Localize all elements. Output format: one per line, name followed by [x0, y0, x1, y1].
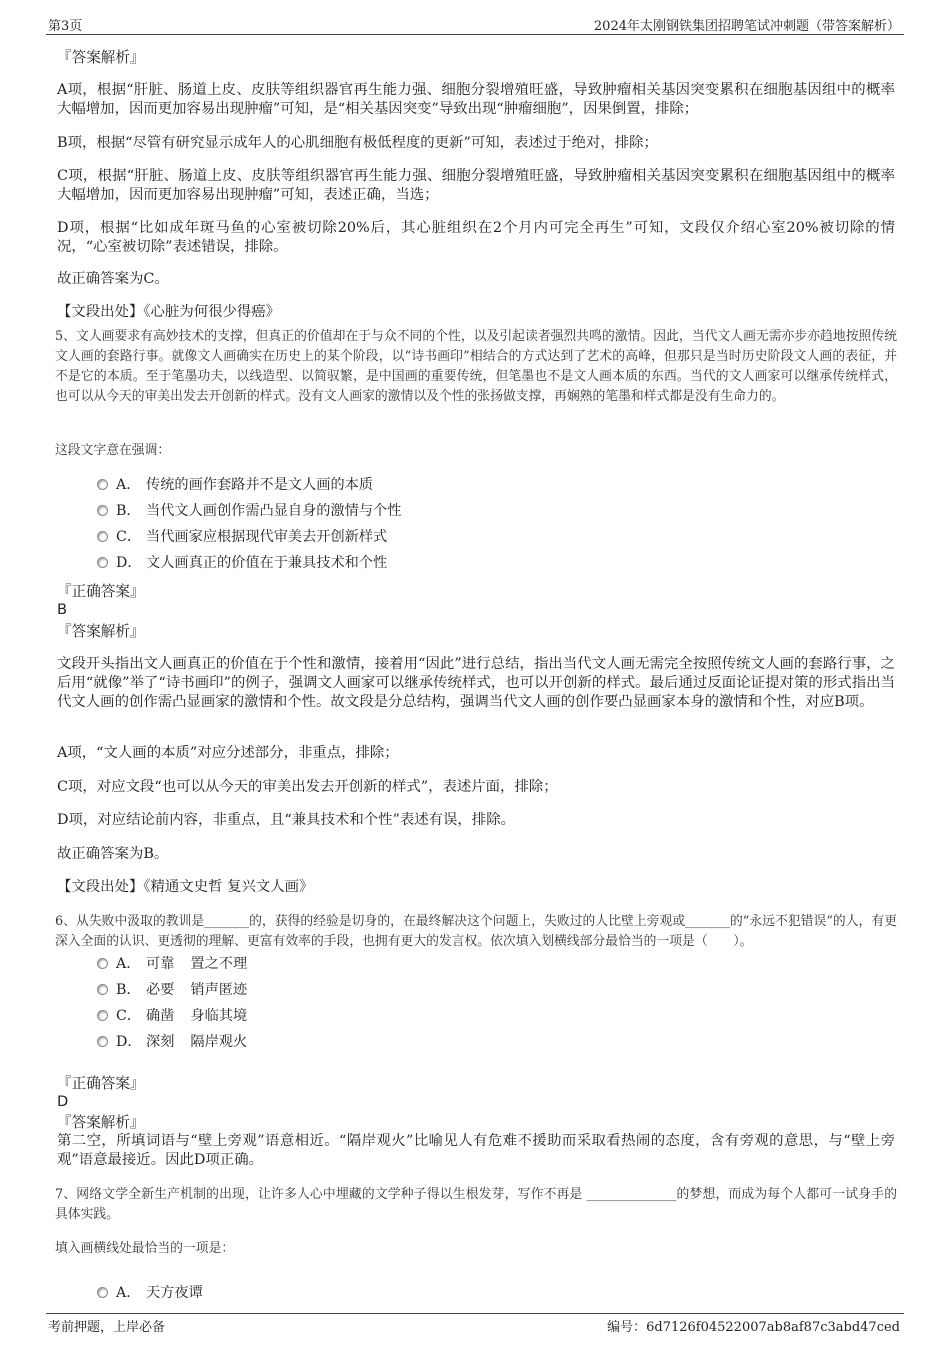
q6-option-d[interactable] [97, 1032, 247, 1052]
q5-analysis-d: D项，对应结论前内容，非重点，且“兼具技术和个性”表述有误，排除。 [57, 812, 515, 828]
radio-button[interactable] [97, 531, 108, 542]
option-text: 文人画真正的价值在于兼具技术和个性 [146, 555, 388, 571]
page-footer [46, 1313, 904, 1334]
q5-conclusion: 故正确答案为B。 [57, 846, 169, 862]
q4-analysis-label: 『答案解析』 [57, 49, 145, 66]
q5-option-b[interactable] [97, 501, 401, 521]
option-letter: B． [116, 982, 141, 998]
document-id: 编号：6d7126f04522007ab8af87c3abd47ced [607, 1320, 900, 1335]
q5-analysis-c: C项，对应文段“也可以从今天的审美出发去开创新的样式”，表述片面，排除； [57, 779, 558, 795]
radio-button[interactable] [97, 557, 108, 568]
q4-analysis-d: D项，根据“比如成年斑马鱼的心室被切除20%后，其心脏组织在2个月内可完全再生”可知，文段仅介绍心室20%被切除的情况，“心室被切除”表述错误，排除。 [57, 220, 895, 255]
option-word-1: 确凿 [146, 1008, 175, 1024]
q5-option-a[interactable] [97, 475, 373, 495]
page-number: 第3页 [48, 19, 83, 34]
option-text: 当代文人画创作需凸显自身的激情与个性 [146, 503, 402, 519]
option-text: 当代画家应根据现代审美去开创新样式 [146, 529, 388, 545]
q6-option-c[interactable] [97, 1006, 247, 1026]
radio-button[interactable] [97, 1010, 108, 1021]
option-word-2: 销声匿迹 [190, 982, 248, 998]
option-text: 传统的画作套路并不是文人画的本质 [146, 477, 374, 493]
q6-analysis-label: 『答案解析』 [57, 1114, 145, 1131]
radio-button[interactable] [97, 984, 108, 995]
q4-analysis-b: B项，根据“尽管有研究显示成年人的心肌细胞有极低程度的更新”可知，表述过于绝对，排除； [57, 135, 658, 151]
q5-answer: B [57, 601, 68, 618]
q6-option-b[interactable] [97, 980, 247, 1000]
footer-slogan: 考前押题，上岸必备 [48, 1320, 166, 1335]
q5-answer-label: 『正确答案』 [57, 583, 145, 600]
q4-analysis-c: C项，根据“肝脏、肠道上皮、皮肤等组织器官再生能力强、细胞分裂增殖旺盛，导致肿瘤相关基因突变累积在细胞基因组中的概率大幅增加，因而更加容易出现肿瘤”可知，表述正确，当选； [57, 168, 895, 203]
q7-option-a[interactable] [97, 1283, 203, 1303]
option-letter: C． [116, 1008, 142, 1024]
option-word-1: 可靠 [146, 956, 175, 972]
q5-analysis: 文段开头指出文人画真正的价值在于个性和激情，接着用“因此”进行总结，指出当代文人画无需完全按照传统文人画的套路行事，之后用“就像”举了“诗书画印”的例子，强调文人画家可以继承传统样式，也可以开创新的样式。最后通过反面论证提对策的形式指出当代文人画的创作需凸显画家的激情和个性。故文段是分总结构，强调当代文人画的创作要凸显画家本身的激情和个性，对应B项。 [57, 656, 895, 710]
option-word-2: 置之不理 [190, 956, 248, 972]
option-letter: D． [116, 1034, 142, 1050]
option-word-1: 必要 [146, 982, 175, 998]
q6-analysis: 第二空，所填词语与“壁上旁观”语意相近。“隔岸观火”比喻见人有危难不援助而采取看热闹的态度，含有旁观的意思，与“壁上旁观”语意最接近。因此D项正确。 [57, 1133, 895, 1168]
radio-button[interactable] [97, 479, 108, 490]
q6-option-a[interactable] [97, 954, 247, 974]
page-header [46, 14, 904, 35]
q5-option-d[interactable] [97, 553, 387, 573]
option-word-1: 深刻 [146, 1034, 175, 1050]
option-letter: D． [116, 555, 142, 571]
option-text: 天方夜谭 [146, 1285, 203, 1301]
option-word-2: 身临其境 [190, 1008, 248, 1024]
option-letter: A． [116, 1285, 141, 1301]
radio-button[interactable] [97, 958, 108, 969]
q4-analysis-a: A项，根据“肝脏、肠道上皮、皮肤等组织器官再生能力强、细胞分裂增殖旺盛，导致肿瘤相关基因突变累积在细胞基因组中的概率大幅增加，因而更加容易出现肿瘤”可知，是“相关基因突变”导致出现“肿瘤细胞”，因果倒置，排除； [57, 82, 895, 117]
q7-stem: 7、网络文学全新生产机制的出现，让许多人心中埋藏的文学种子得以生根发芽，写作不再是 ______________的梦想，而成为每个人都可一试身手的具体实践。 [55, 1187, 897, 1222]
option-letter: C． [116, 529, 142, 545]
q5-option-c[interactable] [97, 527, 387, 547]
radio-button[interactable] [97, 1036, 108, 1047]
option-word-2: 隔岸观火 [190, 1034, 248, 1050]
document-title: 2024年太刚钢铁集团招聘笔试冲刺题（带答案解析） [593, 19, 900, 34]
option-letter: A． [116, 956, 141, 972]
q6-answer-label: 『正确答案』 [57, 1075, 145, 1092]
q5-source: 【文段出处】《精通文史哲 复兴文人画》 [57, 879, 314, 895]
radio-button[interactable] [97, 1287, 108, 1298]
radio-button[interactable] [97, 505, 108, 516]
q5-analysis-label: 『答案解析』 [57, 623, 145, 640]
q4-source: 【文段出处】《心脏为何很少得癌》 [57, 304, 281, 320]
option-letter: A． [116, 477, 141, 493]
q6-answer: D [57, 1093, 69, 1110]
q5-analysis-a: A项，“文人画的本质”对应分述部分，非重点，排除； [57, 745, 399, 761]
q5-prompt: 这段文字意在强调： [55, 443, 171, 458]
q7-prompt: 填入画横线处最恰当的一项是： [55, 1241, 235, 1256]
q5-stem: 5、文人画要求有高妙技术的支撑，但真正的价值却在于与众不同的个性，以及引起读者强烈共鸣的激情。因此，当代文人画无需亦步亦趋地按照传统文人画的套路行事。就像文人画确实在历史上的某个阶段，以“诗书画印”相结合的方式达到了艺术的高峰，但那只是当时历史阶段文人画的表征，并不是它的本质。至于笔墨功夫，以线造型、以简驭繁，是中国画的重要传统，但笔墨也不是文人画本质的东西。当代的文人画家可以继承传统样式，也可以从今天的审美出发去开创新的样式。没有文人画家的激情以及个性的张扬做支撑，再娴熟的笔墨和样式都是没有生命力的。 [55, 329, 897, 404]
q6-stem: 6、从失败中汲取的教训是_______的，获得的经验是切身的，在最终解决这个问题上，失败过的人比壁上旁观或_______的“永远不犯错误”的人，有更深入全面的认识、更透彻的理解、更富有效率的手段，也拥有更大的发言权。依次填入划横线部分最恰当的一项是（ ）。 [55, 914, 897, 949]
option-letter: B． [116, 503, 141, 519]
q4-conclusion: 故正确答案为C。 [57, 271, 169, 287]
